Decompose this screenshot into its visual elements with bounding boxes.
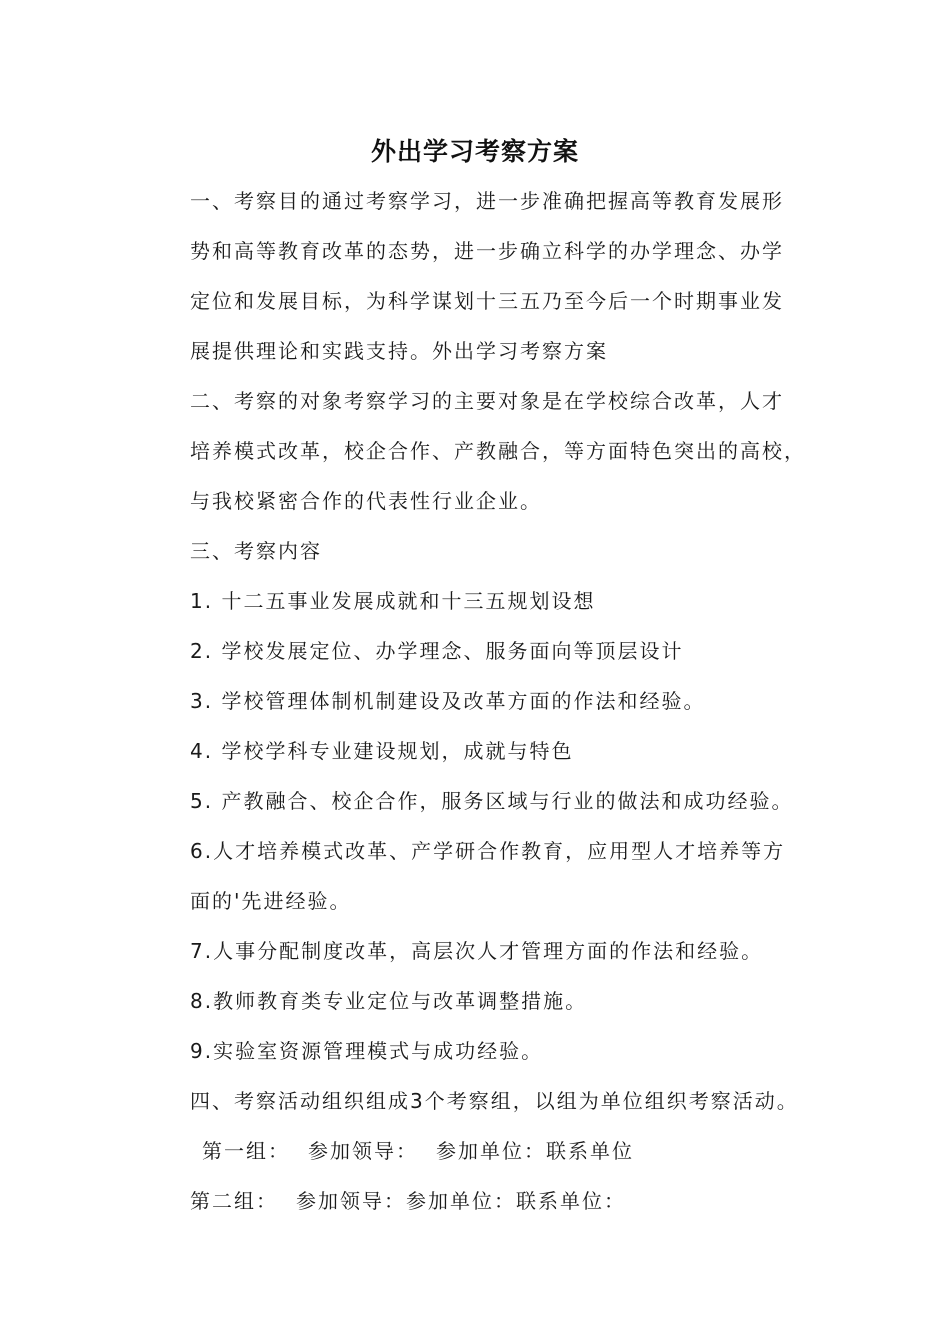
group-one-name: 第一组： [202, 1139, 290, 1163]
list-item: 7.人事分配制度改革，高层次人才管理方面的作法和经验。 [190, 939, 764, 963]
list-item: 3. 学校管理体制机制建设及改革方面的作法和经验。 [190, 689, 706, 713]
paragraph-line: 培养模式改革，校企合作、产教融合，等方面特色突出的高校， [190, 439, 806, 463]
document-title: 外出学习考察方案 [370, 137, 579, 166]
paragraph-line: 一、考察目的通过考察学习，进一步准确把握高等教育发展形 [190, 189, 784, 213]
list-item: 5. 产教融合、校企合作，服务区域与行业的做法和成功经验。 [190, 789, 794, 813]
group-one-line [190, 1130, 840, 1180]
paragraph-line: 二、考察的对象考察学习的主要对象是在学校综合改革，人才 [190, 389, 784, 413]
list-item: 8.教师教育类专业定位与改革调整措施。 [190, 989, 588, 1013]
document-body [190, 180, 840, 1230]
group-one-unit: 参加单位：联系单位 [436, 1139, 634, 1163]
section-heading: 三、考察内容 [190, 539, 322, 563]
list-item: 6.人才培养模式改革、产学研合作教育，应用型人才培养等方 [190, 839, 786, 863]
paragraph-line: 势和高等教育改革的态势，进一步确立科学的办学理念、办学 [190, 239, 784, 263]
list-item: 9.实验室资源管理模式与成功经验。 [190, 1039, 544, 1063]
group-two-line [190, 1180, 840, 1230]
paragraph-line: 与我校紧密合作的代表性行业企业。 [190, 489, 542, 513]
group-two-leader: 参加领导：参加单位：联系单位： [296, 1189, 626, 1213]
list-item: 4. 学校学科专业建设规划，成就与特色 [190, 739, 574, 763]
group-two-name: 第二组： [190, 1189, 278, 1213]
group-one-leader: 参加领导： [308, 1139, 418, 1163]
list-item: 1. 十二五事业发展成就和十三五规划设想 [190, 589, 596, 613]
list-item-continuation: 面的'先进经验。 [190, 889, 352, 913]
list-item: 2. 学校发展定位、办学理念、服务面向等顶层设计 [190, 639, 684, 663]
paragraph-line: 定位和发展目标，为科学谋划十三五乃至今后一个时期事业发 [190, 289, 784, 313]
paragraph-line: 展提供理论和实践支持。外出学习考察方案 [190, 339, 608, 363]
paragraph-line: 四、考察活动组织组成3个考察组，以组为单位组织考察活动。 [190, 1089, 799, 1113]
